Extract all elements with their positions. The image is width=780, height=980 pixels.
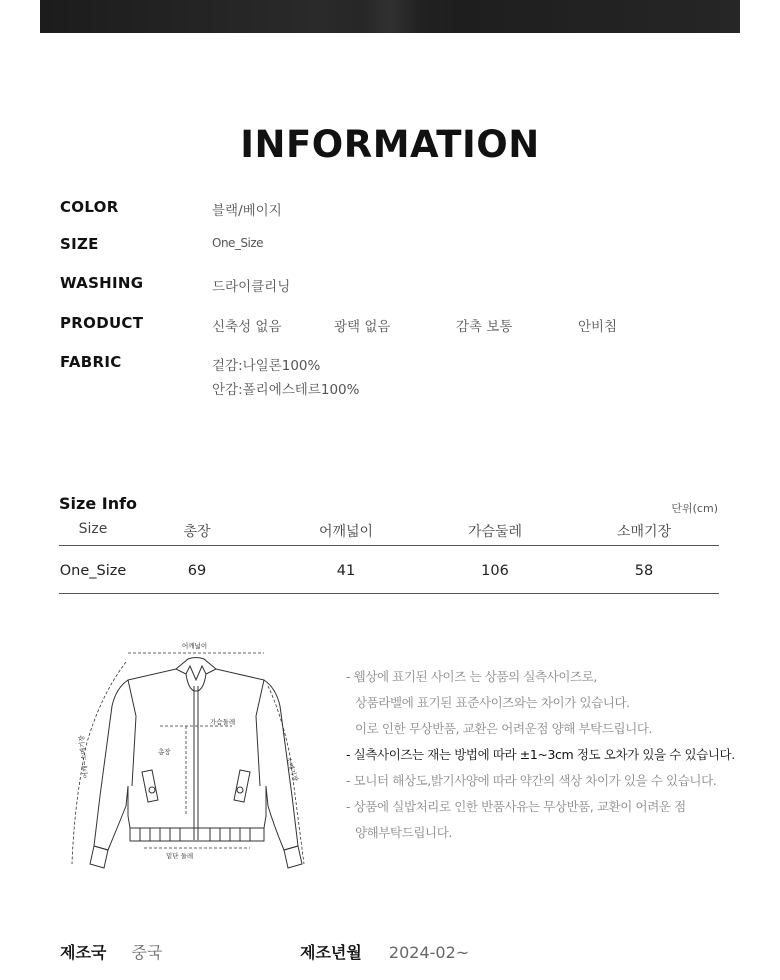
table-cell-length: 69 bbox=[187, 563, 207, 579]
jacket-measurement-diagram bbox=[60, 636, 330, 881]
note-line: 상품라벨에 표기된 표준사이즈와는 차이가 있습니다. bbox=[355, 695, 630, 710]
date-label: 제조년월 bbox=[300, 943, 362, 962]
product-value-texture: 감촉 보통 bbox=[456, 319, 513, 335]
fabric-value-outer: 겉감:나일론100% bbox=[212, 358, 321, 374]
table-header-sleeve: 소매기장 bbox=[616, 524, 672, 540]
table-cell-sleeve: 58 bbox=[634, 563, 654, 579]
fabric-value-lining: 안감:폴리에스테르100% bbox=[212, 382, 360, 398]
color-value: 블랙/베이지 bbox=[212, 203, 282, 219]
diagram-label-hem: 밑단 둘레 bbox=[166, 852, 194, 860]
note-line-emphasis: - 실측사이즈는 재는 방법에 따라 ±1~3cm 정도 오차가 있을 수 있습니다. bbox=[346, 747, 735, 762]
table-divider-bottom bbox=[59, 593, 719, 594]
washing-label: WASHING bbox=[60, 274, 144, 292]
country-of-manufacture bbox=[60, 940, 162, 963]
table-header-chest: 가슴둘레 bbox=[467, 524, 523, 540]
date-value: 2024-02~ bbox=[388, 943, 470, 962]
diagram-label-length: 총장 bbox=[158, 748, 171, 756]
size-info-title: Size Info bbox=[59, 494, 138, 513]
diagram-label-sleeve: 소매기장 bbox=[284, 756, 300, 783]
note-line: - 웹상에 표기된 사이즈 는 상품의 실측사이즈로, bbox=[346, 669, 597, 684]
table-header-shoulder: 어깨넓이 bbox=[318, 524, 374, 540]
note-line: 이로 인한 무상반품, 교환은 어려운점 양해 부탁드립니다. bbox=[355, 721, 653, 736]
table-header-size: Size bbox=[78, 521, 108, 537]
diagram-label-sleeve-left: 어깨~소매기장 bbox=[77, 734, 90, 779]
product-value-gloss: 광택 없음 bbox=[334, 319, 391, 335]
size-notes bbox=[346, 668, 746, 850]
diagram-label-chest: 가슴둘레 bbox=[210, 718, 236, 726]
product-photo-bottom-edge bbox=[40, 0, 740, 33]
table-header-length: 총장 bbox=[183, 524, 211, 540]
color-label: COLOR bbox=[60, 198, 119, 216]
fabric-label: FABRIC bbox=[60, 353, 122, 371]
note-line: - 모니터 해상도,밝기사양에 따라 약간의 색상 차이가 있을 수 있습니다. bbox=[346, 773, 717, 788]
country-value: 중국 bbox=[131, 943, 163, 962]
table-divider-top bbox=[59, 545, 719, 546]
section-title: INFORMATION bbox=[240, 123, 540, 166]
size-label: SIZE bbox=[60, 235, 99, 253]
country-label: 제조국 bbox=[60, 943, 107, 962]
manufacture-date bbox=[300, 940, 469, 963]
table-cell-size: One_Size bbox=[59, 563, 127, 579]
note-line: 양해부탁드립니다. bbox=[355, 825, 452, 840]
product-label: PRODUCT bbox=[60, 314, 144, 332]
table-cell-chest: 106 bbox=[481, 563, 509, 579]
washing-value: 드라이클리닝 bbox=[212, 279, 291, 295]
product-value-stretch: 신축성 없음 bbox=[212, 319, 282, 335]
product-value-sheer: 안비침 bbox=[578, 319, 618, 335]
size-value: One_Size bbox=[212, 236, 264, 250]
diagram-label-shoulder: 어깨넓이 bbox=[182, 642, 208, 650]
note-line: - 상품에 실밥처리로 인한 반품사유는 무상반품, 교환이 어려운 점 bbox=[346, 799, 686, 814]
table-cell-shoulder: 41 bbox=[336, 563, 356, 579]
unit-label: 단위(cm) bbox=[671, 502, 718, 515]
